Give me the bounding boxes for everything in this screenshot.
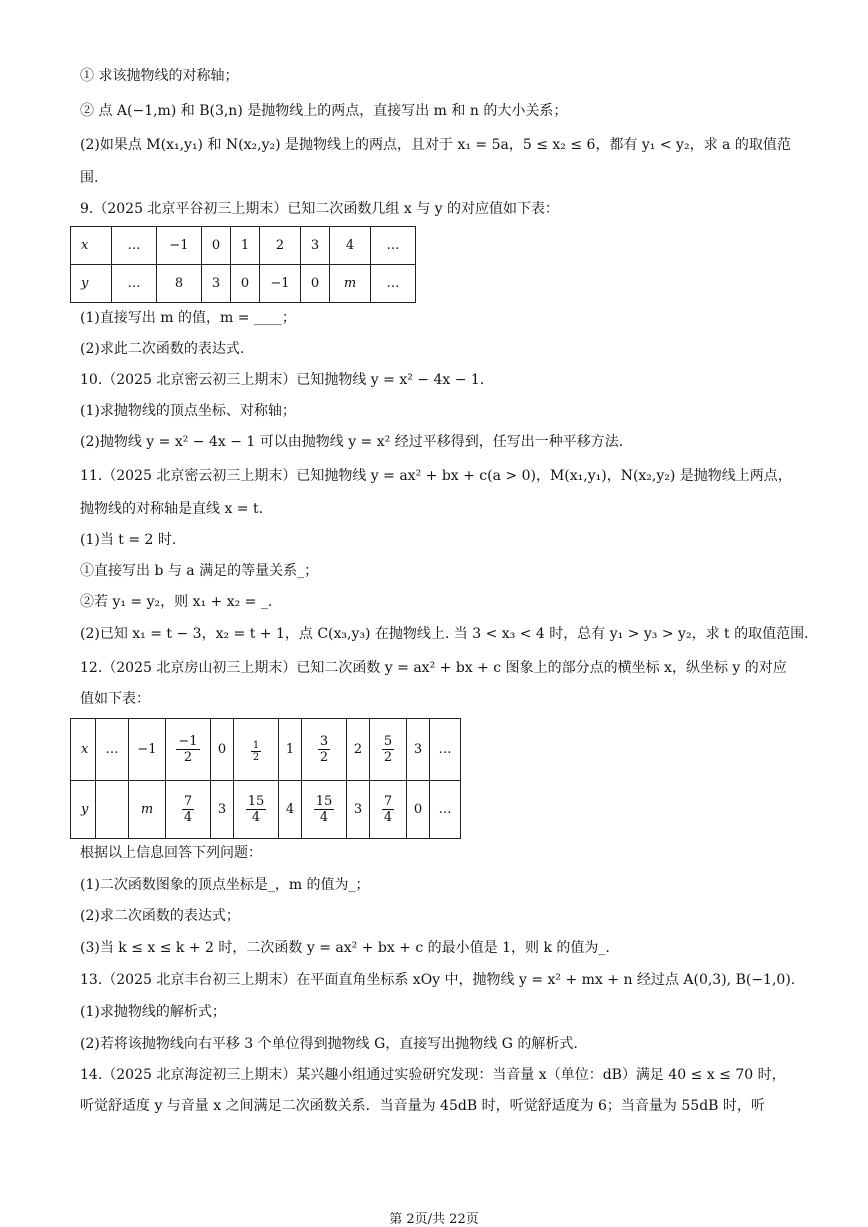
text-line: (2)求此二次函数的表达式. [80, 341, 245, 357]
table-cell: $\frac{15}{4}$ [302, 781, 347, 839]
table-cell: 3 [202, 265, 231, 303]
text-line: (2)若将该抛物线向右平移 3 个单位得到抛物线 G，直接写出抛物线 G 的解析式. [80, 1036, 578, 1052]
table-cell: 0 [301, 265, 330, 303]
question-9-title: 9.（2025 北京平谷初三上期末）已知二次函数几组 x 与 y 的对应值如下表： [80, 201, 560, 217]
table-cell: −1 [260, 265, 301, 303]
table-cell: −1 [129, 719, 166, 781]
text-line: ①直接写出 b 与 a 满足的等量关系_； [80, 563, 319, 579]
table-cell: 0 [231, 265, 260, 303]
table-cell: … [112, 227, 157, 265]
table-cell: … [371, 265, 416, 303]
text-line: ① 求该抛物线的对称轴； [80, 68, 239, 84]
text-line: (1)二次函数图象的顶点坐标是_，m 的值为_； [80, 877, 370, 893]
text-line: (2)求二次函数的表达式； [80, 908, 240, 924]
text-line: 值如下表： [80, 691, 150, 707]
table-cell: 4 [279, 781, 302, 839]
text-line: (2)抛物线 y = x² − 4x − 1 可以由抛物线 y = x² 经过平移得到，任写出一种平移方法. [80, 434, 624, 450]
table-cell: 8 [157, 265, 202, 303]
table-cell: … [371, 227, 416, 265]
text-line: 围. [80, 170, 99, 186]
text-line: (2)已知 x₁ = t − 3，x₂ = t + 1，点 C(x₃,y₃) 在抛物线上. 当 3 < x₃ < 4 时，总有 y₁ > y₃ > y₂，求 t 的取值范围. [80, 626, 809, 642]
text-line: (1)直接写出 m 的值，m = ____； [80, 310, 296, 326]
table-cell: 3 [301, 227, 330, 265]
table-header-x: x [71, 719, 96, 781]
text-line: 听觉舒适度 y 与音量 x 之间满足二次函数关系．当音量为 45dB 时，听觉舒适度为 6；当音量为 55dB 时，听 [80, 1098, 765, 1114]
text-line: (1)求抛物线的解析式； [80, 1004, 226, 1020]
table-cell: $\frac{15}{4}$ [234, 781, 279, 839]
table-cell: … [112, 265, 157, 303]
table-q9 [70, 226, 416, 303]
text-line: (1)求抛物线的顶点坐标、对称轴； [80, 403, 296, 419]
text-line: (3)当 k ≤ x ≤ k + 2 时，二次函数 y = ax² + bx + c 的最小值是 1，则 k 的值为_. [80, 940, 610, 956]
table-cell: 1 [231, 227, 260, 265]
text-line: (2)如果点 M(x₁,y₁) 和 N(x₂,y₂) 是抛物线上的两点，且对于 x₁ = 5a，5 ≤ x₂ ≤ 6，都有 y₁ < y₂，求 a 的取值范 [80, 137, 791, 153]
table-cell: 1 [279, 719, 302, 781]
table-cell: 3 [347, 781, 370, 839]
table-header-y: y [71, 265, 112, 303]
table-q12 [70, 718, 461, 839]
table-cell: $\frac{-1}{2}$ [166, 719, 211, 781]
table-cell: $\frac{7}{4}$ [166, 781, 211, 839]
table-header-y: y [71, 781, 96, 839]
page-footer: 第 2页/共 22页 [389, 1212, 479, 1227]
text-line: 根据以上信息回答下列问题： [80, 845, 262, 861]
table-cell: $\frac{7}{4}$ [370, 781, 407, 839]
table-cell: 2 [260, 227, 301, 265]
table-header-x: x [71, 227, 112, 265]
table-cell: 4 [330, 227, 371, 265]
table-cell: … [96, 719, 129, 781]
table-cell: 2 [347, 719, 370, 781]
text-line: ② 点 A(−1,m) 和 B(3,n) 是抛物线上的两点，直接写出 m 和 n 的大小关系； [80, 103, 568, 119]
table-cell: 0 [211, 719, 234, 781]
table-cell: −1 [157, 227, 202, 265]
table-cell: 0 [407, 781, 430, 839]
table-cell: 0 [202, 227, 231, 265]
table-cell: … [430, 781, 461, 839]
question-13-title: 13.（2025 北京丰台初三上期末）在平面直角坐标系 xOy 中，抛物线 y = x² + mx + n 经过点 A(0,3), B(−1,0). [80, 972, 796, 988]
text-line: ②若 y₁ = y₂，则 x₁ + x₂ = _. [80, 594, 273, 610]
question-10-title: 10.（2025 北京密云初三上期末）已知抛物线 y = x² − 4x − 1. [80, 372, 485, 388]
table-cell: m [330, 265, 371, 303]
table-cell: 3 [211, 781, 234, 839]
question-14-title: 14.（2025 北京海淀初三上期末）某兴趣小组通过实验研究发现：当音量 x（单位：dB）满足 40 ≤ x ≤ 70 时， [80, 1067, 786, 1083]
text-line: (1)当 t = 2 时. [80, 532, 177, 548]
table-cell: m [129, 781, 166, 839]
question-12-title: 12.（2025 北京房山初三上期末）已知二次函数 y = ax² + bx + c 图象上的部分点的横坐标 x，纵坐标 y 的对应 [80, 660, 787, 676]
table-cell [96, 781, 129, 839]
text-line: 抛物线的对称轴是直线 x = t. [80, 501, 264, 517]
table-cell: $\frac{5}{2}$ [370, 719, 407, 781]
table-cell: $\frac{3}{2}$ [302, 719, 347, 781]
table-cell: … [430, 719, 461, 781]
table-cell: 3 [407, 719, 430, 781]
question-11-title: 11.（2025 北京密云初三上期末）已知抛物线 y = ax² + bx + c(a > 0)，M(x₁,y₁)，N(x₂,y₂) 是抛物线上两点， [80, 468, 792, 484]
table-cell: $\frac{1}{2}$ [234, 719, 279, 781]
